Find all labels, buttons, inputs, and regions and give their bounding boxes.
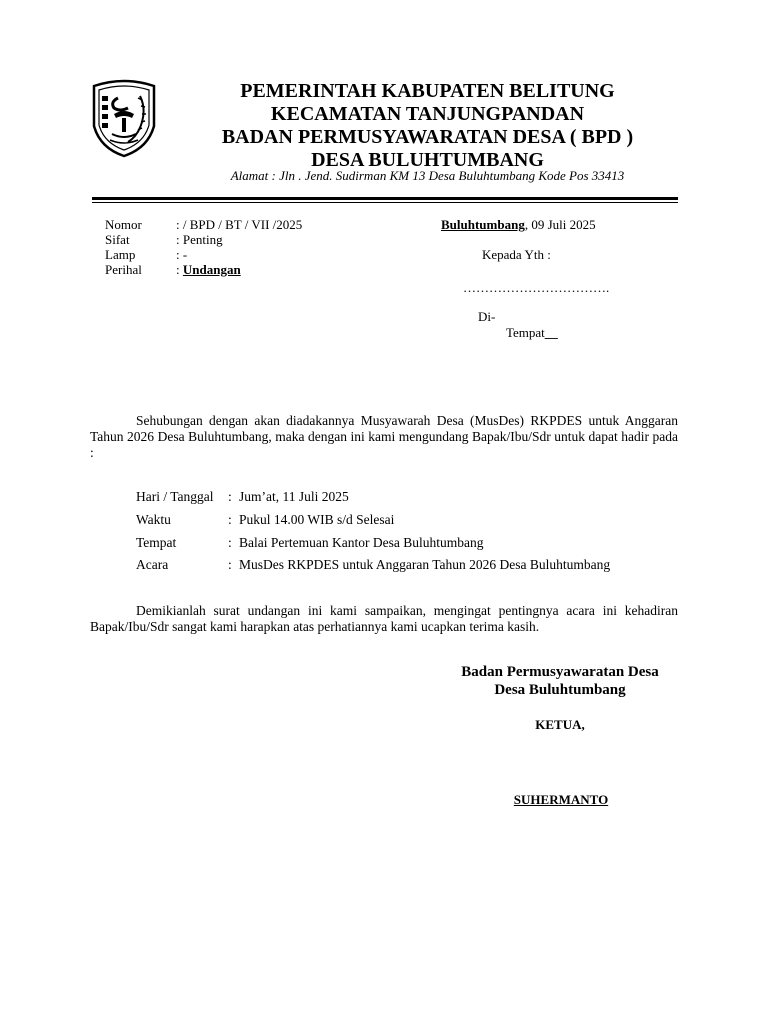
header-government-line: PEMERINTAH KABUPATEN BELITUNG	[240, 80, 615, 102]
detail-value-tempat: Balai Pertemuan Kantor Desa Buluhtumbang	[239, 535, 484, 550]
sifat-value: : Penting	[176, 232, 223, 247]
detail-label-waktu: Waktu	[136, 512, 171, 527]
place-name: Buluhtumbang	[441, 217, 525, 232]
nomor-label: Nomor	[105, 217, 142, 232]
perihal-value: Undangan	[182, 262, 241, 277]
closing-paragraph: Demikianlah surat undangan ini kami sampaikan, mengingat pentingnya acara ini kehadiran Bapak/Ibu/Sdr sangat kami harapkan atas perhatiannya kami ucapkan terima kasih.	[90, 603, 678, 634]
intro-paragraph: Sehubungan dengan akan diadakannya Musyawarah Desa (MusDes) RKPDES untuk Anggaran Tahun 2026 Desa Buluhtumbang, maka dengan ini kami mengundang Bapak/Ibu/Sdr untuk dapat hadir pada :	[90, 413, 678, 460]
recipient-kepada: Kepada Yth :	[482, 247, 551, 262]
header-district-line: KECAMATAN TANJUNGPANDAN	[270, 103, 585, 125]
letter-date: , 09 Juli 2025	[524, 217, 596, 232]
detail-sep-tempat: :	[228, 535, 232, 550]
detail-label-acara: Acara	[136, 557, 169, 572]
recipient-di: Di-	[478, 309, 496, 324]
signature-name: SUHERMANTO	[513, 792, 609, 807]
recipient-tempat-mark: __	[544, 325, 558, 340]
header-village-line: DESA BULUHTUMBANG	[311, 149, 544, 171]
recipient-name-dots: …………………………….	[463, 280, 610, 295]
detail-label-hari: Hari / Tanggal	[136, 489, 214, 504]
signature-title: KETUA,	[535, 717, 585, 732]
signature-org-line2: Desa Buluhtumbang	[494, 682, 626, 698]
letterhead-divider-thin	[92, 202, 678, 203]
detail-sep-waktu: :	[228, 512, 232, 527]
detail-sep-acara: :	[228, 557, 232, 572]
perihal-label: Perihal	[105, 262, 142, 277]
header-address: Alamat : Jln . Jend. Sudirman KM 13 Desa Buluhtumbang Kode Pos 33413	[230, 168, 625, 183]
perihal-colon: :	[176, 262, 183, 277]
detail-label-tempat: Tempat	[136, 535, 177, 550]
lamp-label: Lamp	[105, 247, 136, 262]
nomor-value: : / BPD / BT / VII /2025	[176, 217, 303, 232]
header-bpd-line: BADAN PERMUSYAWARATAN DESA ( BPD )	[221, 126, 634, 148]
detail-value-hari: Jum’at, 11 Juli 2025	[239, 489, 349, 504]
perihal-row	[176, 262, 241, 278]
sifat-label: Sifat	[105, 232, 130, 247]
detail-value-acara: MusDes RKPDES untuk Anggaran Tahun 2026 Desa Buluhtumbang	[239, 557, 611, 572]
place-date	[441, 217, 596, 233]
detail-value-waktu: Pukul 14.00 WIB s/d Selesai	[239, 512, 395, 527]
signature-org-line1: Badan Permusyawaratan Desa	[461, 664, 659, 680]
recipient-tempat: Tempat__	[506, 325, 558, 340]
detail-sep-hari: :	[228, 489, 232, 504]
lamp-value: : -	[176, 247, 188, 262]
letterhead-divider-thick	[92, 197, 678, 200]
